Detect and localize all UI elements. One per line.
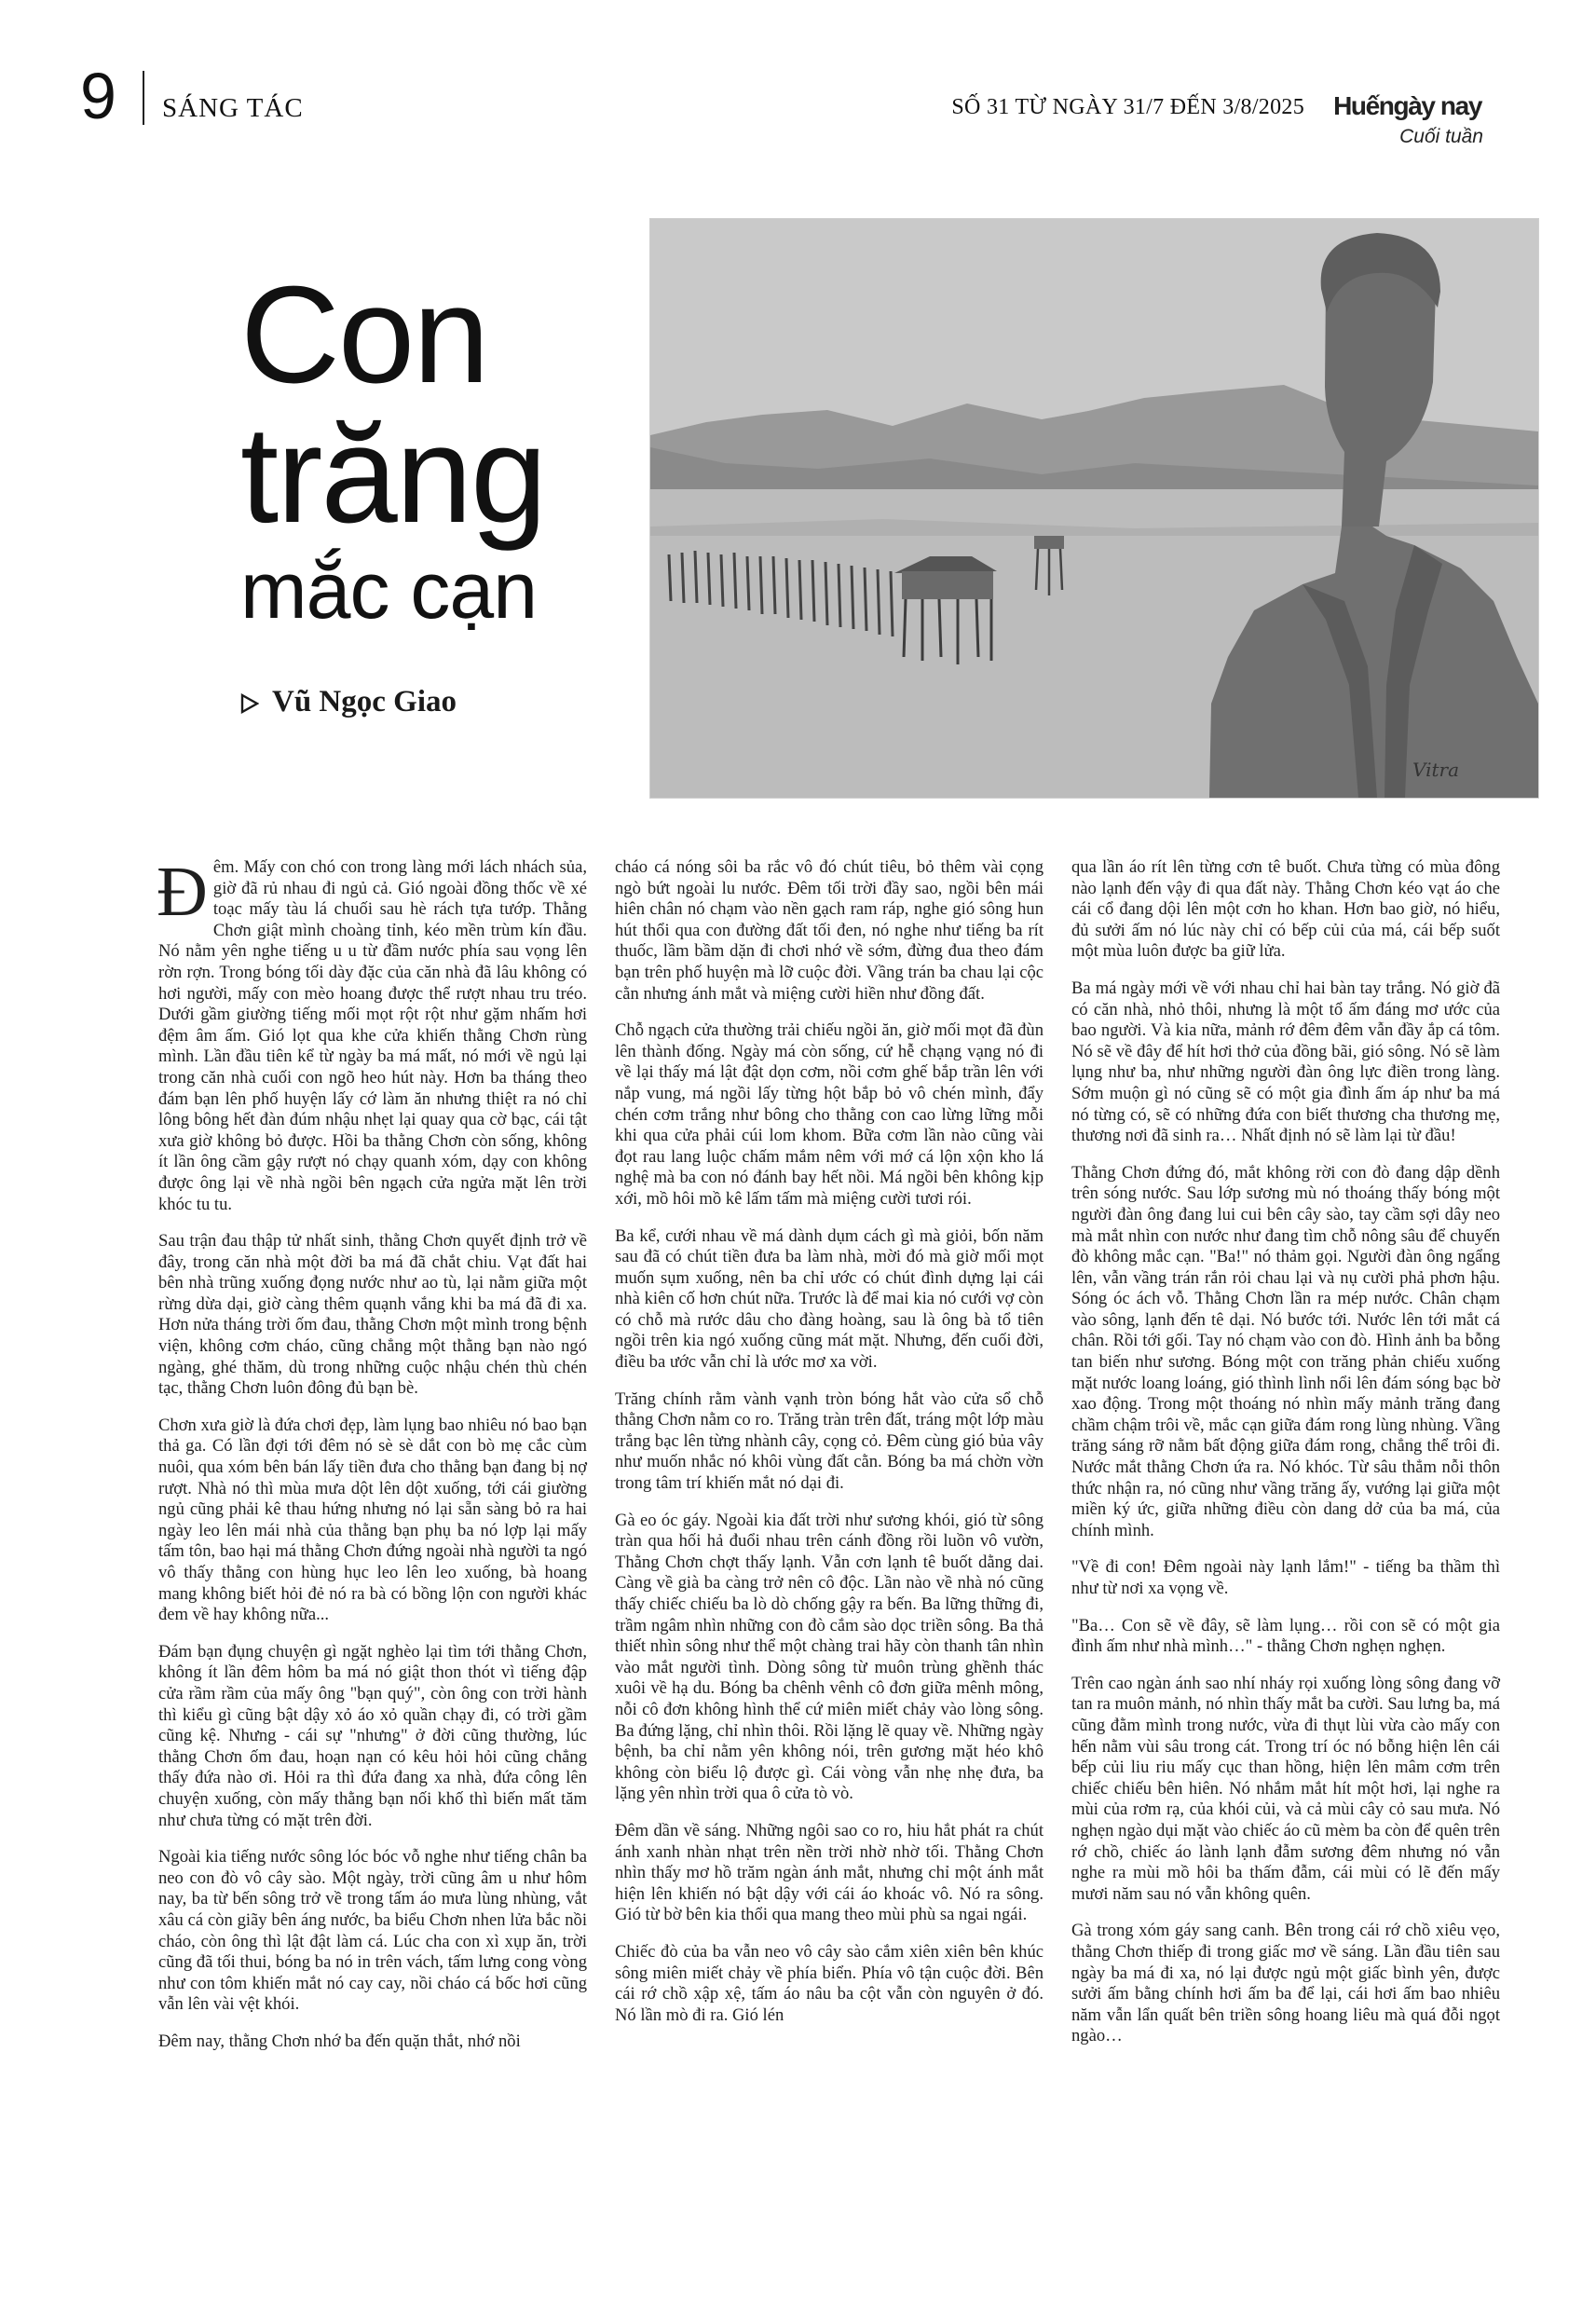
page-header (56, 37, 1537, 147)
paragraph: "Về đi con! Đêm ngoài này lạnh lắm!" - tiếng ba thầm thì như từ nơi xa vọng về. (1071, 1557, 1500, 1598)
paragraph: cháo cá nóng sôi ba rắc vô đó chút tiêu, bỏ thêm vài cọng ngò bứt ngoài lu nước. Đêm tối trời đầy sao, ngồi bên mái hiên chân nó chạm vào nền gạch ram ráp, nghe gió sông hun hút thổi qua con đường đất tối đen, nó nghe như tiếng ba rít thuốc, lầm bầm dặn đi chơi nhớ về sớm, đừng đua theo đám bạn trên phố huyện mà lỡ cuộc đời. Vầng trán ba chau lại cộc cằn nhưng ánh mắt và miệng cười hiền như đồng đất. (615, 857, 1044, 1004)
author-name: Vũ Ngọc Giao (272, 685, 457, 718)
publication-logo-sub: Cuối tuần (1399, 126, 1483, 147)
paragraph: Đám bạn đụng chuyện gì ngặt nghèo lại tìm tới thằng Chơn, không ít lần đêm hôm ba má nó giật thon thót vì tiếng đập cửa rầm rầm của mấy ông "bạn quý", còn ông con trời hành thì kiểu gì cũng bật dậy xỏ áo xỏ quần chạy đi, có trời gầm cũng kệ. Nhưng - cái sự "nhưng" ở đời cũng thường, lúc thằng Chơn ốm đau, hoạn nạn có kêu hỏi hỏi cũng chẳng thấy đứa nào ơi. Hỏi ra thì đứa đang xa nhà, đứa công lên chuyện xuống, còn mấy thằng bạn nối khố thì biến mất tăm như chưa từng có mặt trên đời. (158, 1641, 587, 1830)
title-line-3: mắc cạn (240, 546, 538, 636)
author-byline (240, 685, 457, 719)
play-triangle-icon (240, 693, 259, 714)
title-line-1: Con (240, 258, 488, 412)
paragraph: Ba má ngày mới về với nhau chỉ hai bàn tay trắng. Nó giờ đã có căn nhà, nhỏ thôi, nhưng là một tổ ấm đáng mơ ước của bao người. Và kia nữa, mảnh rớ đêm đêm vẫn đầy ắp cá tôm. Nó sẽ về đây để hít hơi thở của đồng bãi, gió sông. Nó sẽ làm lụng như ba, như những người đàn ông lực điền trong làng. Sớm muộn gì nó cũng sẽ có một gia đình ấm áp như ba má nó từng có, sẽ có những đứa con biết thương cha thương mẹ, thương nơi đã sinh ra… Nhất định nó sẽ làm lại từ đầu! (1071, 978, 1500, 1146)
article-illustration (649, 218, 1539, 799)
paragraph: Trăng chính rằm vành vạnh tròn bóng hắt vào cửa sổ chỗ thằng Chơn nằm co ro. Trăng tràn trên đất, tráng một lớp màu trắng bạc lên từng nhành cây, cọng cỏ. Đêm cùng gió bủa vây như muốn nhắc nó khôi vùng đất cằn. Bóng ba má chờn vờn trong tâm trí khiến mắt nó dại đi. (615, 1389, 1044, 1494)
paragraph: Gà trong xóm gáy sang canh. Bên trong cái rớ chồ xiêu vẹo, thằng Chơn thiếp đi trong giấc mơ về sáng. Lần đầu tiên sau ngày ba má đi xa, nó lại được ngủ một giấc bình yên, được sưởi ấm bằng chính hơi ấm ba để lại, cái hơi ấm bao nhiêu năm vẫn lẩn quất bên triền sông hoang liêu mà quá đỗi ngọt ngào… (1071, 1921, 1500, 2046)
paragraph: qua lần áo rít lên từng cơn tê buốt. Chưa từng có mùa đông nào lạnh đến vậy đi qua đất này. Thằng Chơn kéo vạt áo che cái cổ đang dội lên một cơn ho khan. Hơn bao giờ, nó hiểu, đủ sưởi ấm nó lúc này chỉ có bếp củi của má, cái bếp suốt một mùa luôn được ba giữ lửa. (1071, 857, 1500, 962)
paragraph (157, 853, 587, 1215)
paragraph: Chiếc đò của ba vẫn neo vô cây sào cắm xiên xiên bên khúc sông miên miết chảy về phía biển. Phía vô tận cuộc đời. Bên cái rớ chồ xập xệ, tấm áo nâu ba cột vẫn còn nguyên ở đó. Nó lần mò đi ra. Gió lén (615, 1941, 1044, 2025)
paragraph: Trên cao ngàn ánh sao nhí nháy rọi xuống lòng sông đang vỡ tan ra muôn mảnh, nó nhìn thấy mắt ba cười. Sau lưng ba, má cũng đằm mình trong nước, vừa đi thụt lùi vừa cào mấy con hến nằm vùi sâu trong cát. Trong trí óc nó bỗng hiện lên cái bếp củi liu riu mấy cục than hồng, hiện lên mâm cơm trên chiếc chiếu bên hiên. Nó nhắm mắt hít một hơi, lại nghe ra mùi của rơm rạ, của khói củi, và cả mùi cây cỏ sau mưa. Nó nghẹn ngào dụi mặt vào chiếc áo cũ mèm ba còn để quên trên rớ chồ, chiếc áo lành lạnh đẫm sương đêm nhưng nó vẫn nghe ra mùi mồ hôi ba thấm đẫm, cái mùi có lẽ đến mấy mươi năm sau nó vẫn không quên. (1071, 1673, 1500, 1904)
page-number: 9 (80, 60, 116, 132)
paragraph: Ngoài kia tiếng nước sông lóc bóc vỗ nghe như tiếng chân ba neo con đò vô cây sào. Một ngày, trời cũng âm u như hôm nay, ba từ bến sông trở về trong tấm áo mưa lùng nhùng, vắt xâu cá còn giãy bên áng nước, ba biểu Chơn nhen lửa bắc nồi cháo, còn ông thì lật đật làm cá. Lúc cha con xì xụp ăn, trời cũng đã tối thui, bóng ba nó in trên vách, tấm lưng cong vòng như con tôm khiến mắt nó cay cay, nồi cháo cá bốc hơi cũng vẫn lên vài vệt khói. (158, 1847, 587, 2015)
paragraph: Thằng Chơn đứng đó, mắt không rời con đò đang dập dềnh trên sóng nước. Sau lớp sương mù nó thoáng thấy bóng một người đàn ông đang lui cui bên cây sào, tay cầm sợi dây neo mà mắt nhìn con nước như đang tìm chỗ nông sâu để chuyến đò không mắc cạn. "Ba!" nó thảm gọi. Người đàn ông ngẩng lên, vẫn vầng trán rắn rỏi chau lại và nụ cười phả phơn hậu. Sóng óc ách vỗ. Thằng Chơn lần ra mép nước. Chân chạm vào sông, lạnh đến tê dại. Nó bước tới. Nước lên tới mắt cá chân. Rồi tới gối. Tay nó chạm vào con đò. Hình ảnh ba bỗng tan biến như sương. Bóng một con trăng phản chiếu xuống mặt nước loang loáng, gió thình lình nổi lên đám sóng bạc bờ xao động. Trong một thoáng nó nhìn mấy mảnh trăng đang chầm chậm trôi về, mắc cạn giữa đám rong lùng nhùng. Vầng trăng sáng rỡ nằm bất động giữa đám rong, chẳng thể trôi đi. Nước mắt thằng Chơn ứa ra. Nó khóc. Từ sâu thẳm nỗi thôn thức nhận ra, nó cũng như vầng trăng ấy, vướng lại giữa một miền ký ức, giữa những điều còn dang dở của ba má, của chính mình. (1071, 1162, 1500, 1540)
paragraph: Chơn xưa giờ là đứa chơi đẹp, làm lụng bao nhiêu nó bao bạn thả ga. Có lần đợi tới đêm nó sè sè dắt con bò mẹ cắc cùm nuôi, qua xóm bên bán lấy tiền đưa cho thằng bạn đang bị nợ rượt. Nhà nó thì mùa mưa dột lên dột xuống, tới cái giường ngủ cũng phải kê thau hứng nhưng nó lại sẵn sàng bỏ ra hai ngày leo lên mái nhà của thằng bạn phụ ba nó lợp lại mấy tấm tôn, bao hại má thằng Chơn đứng ngoài nhà người ta ngó vô thấy thằng con hùng hục leo lên leo xuống, bà hoang mang không biết hỏi đẻ nó ra bà có bồng lộn con người khác đem về hay không nữa... (158, 1415, 587, 1625)
paragraph: Ba kể, cưới nhau về má dành dụm cách gì mà giỏi, bốn năm sau đã có chút tiền đưa ba làm nhà, mời đó mà giờ mối mọt muốn sụm xuống, nên ba chỉ ước có chút đình dựng lại cái nhà kiên cố hơn chút nữa. Trước là để mai kia nó cưới vợ còn có chỗ mà rước dâu cho đàng hoàng, sau là ông bà tổ tiên ngồi trên kia ngó xuống cũng mát mặt. Nhưng, đến cuối đời, điều ba ước vẫn chỉ là ước mơ xa vời. (615, 1225, 1044, 1373)
paragraph: Đêm nay, thằng Chơn nhớ ba đến quặn thắt, nhớ nồi (158, 2031, 521, 2051)
article-title (240, 258, 632, 636)
paragraph-text: êm. Mấy con chó con trong làng mới lách nhách sủa, giờ đã rủ nhau đi ngủ cả. Gió ngoài đồng thốc về xé toạc mấy tàu lá chuối sau hè rách tựa tướp. Thằng Chơn giật mình choàng tỉnh, kéo mền trùm kín đầu. Nó nằm yên nghe tiếng u u từ đầm nước phía sau vọng lên rờn rợn. Trong bóng tối dày đặc của căn nhà đã lâu không có hơi người, mấy con mèo hoang được thể rượt nhau tru tréo. Dưới gầm giường tiếng mối mọt rột rột như gặm nhấm hơi đệm âm ấm. Gió lọt qua khe cửa khiến thằng Chơn rùng mình. Lần đầu tiên kể từ ngày ba má mất, nó mới về ngủ lại trong căn nhà cuối con ngõ heo hút này. Hơn ba tháng theo đám bạn lên phố huyện lấy cớ làm ăn nhưng thiệt ra nó chỉ lông bông hết đàn đúm nhậu nhẹt lại quay qua cờ bạc, cái tật xưa giờ không bỏ được. Hồi ba thằng Chơn còn sống, không ít lần ông cầm gậy rượt nó chạy quanh xóm, dạy con không được ông lại về nhà ngồi bên ngạch cửa ngửa mặt lên trời khóc tu tu. (158, 857, 587, 1214)
illustration-signature: Vitra (1412, 759, 1460, 781)
paragraph: Chỗ ngạch cửa thường trải chiếu ngồi ăn, giờ mối mọt đã đùn lên thành đống. Ngày má còn sống, cứ hễ chạng vạng nó đi về lại thấy má lật đật dọn cơm, nồi cơm ghế bắp trần lên với nắp vung, má ngồi lấy từng hột bắp bỏ vô chén mình, đẩy chén cơm trắng như bông cho thằng con cao lừng lững mỗi khi qua cửa phải cúi lom khom. Bữa cơm lần nào cũng vài đọt rau lang luộc chấm mắm nêm với mớ cá lộn xộn kho lá nghệ mà ba con nó đánh bay hết nồi. Má ngồi bên không kịp xới, mồ hôi mồ kê lấm tấm mà miệng cười tươi rói. (615, 1020, 1044, 1209)
issue-date: SỐ 31 TỪ NGÀY 31/7 ĐẾN 3/8/2025 (951, 95, 1304, 119)
paragraph: Gà eo óc gáy. Ngoài kia đất trời như sương khói, gió từ sông tràn qua hối hả đuổi nhau trên cánh đồng rồi luồn vô vườn, Thằng Chơn chợt thấy lạnh. Vẫn cơn lạnh tê buốt dằng dai. Càng về già ba càng trở nên cô độc. Lần nào về nhà nó cũng thấy chiếc chiếu ba lò dò chống gậy ra bến. Ba lững thững đi, trầm ngâm nhìn những con đò cắm sào dọc triền sông. Ba thả thiết nhìn sông như thể một chàng trai hãy còn thanh tân nhìn vào mắt người tình. Dòng sông từ muôn trùng ghềnh thác xuôi về hạ du. Bóng ba chênh vênh cô đơn giữa mênh mông, nỗi cô đơn không hình thể cứ miên miết chảy vào lòng sông. Ba đứng lặng, chỉ nhìn thôi. Rồi lặng lẽ quay về. Những ngày bệnh, ba chỉ nằm yên không nói, trên gương mặt héo khô không còn biểu lộ được gì. Cái vòng vẫn nhẹ nhẹ đưa, ba lặng yên nhìn trời qua ô cửa tò vò. (615, 1510, 1044, 1804)
drop-cap: Đ (157, 853, 208, 931)
article-column-3 (1071, 857, 1500, 2063)
article-column-1 (157, 853, 587, 2068)
paragraph: Đêm dần về sáng. Những ngôi sao co ro, hiu hắt phát ra chút ánh xanh nhàn nhạt trên nền trời nhờ nhờ tối. Thằng Chơn nhìn thấy mơ hồ trăm ngàn ánh mắt, nhưng chỉ một ánh mắt hiện lên khiến nó bật dậy với cái áo khoác vô. Nó ra sông. Gió từ bờ bên kia thổi qua mang theo mùi phù sa ngai ngái. (615, 1820, 1044, 1925)
title-line-2: trăng (240, 398, 546, 552)
paragraph: Sau trận đau thập tử nhất sinh, thằng Chơn quyết định trở về đây, trong căn nhà một đời ba má đã chắt chiu. Vạt đất hai bên nhà trũng xuống đọng nước như ao tù, lại nằm giữa một rừng dừa dại, giờ càng thêm quạnh vắng khi ba má đã đi xa. Hơn nửa tháng trời ốm đau, thằng Chơn một mình trong bệnh viện, không cơm cháo, cũng chẳng một thằng bạn nào ngó ngàng, ghé thăm, dù trong những cuộc nhậu chén thù chén tạc, thằng Chơn luôn đông đủ bạn bè. (158, 1231, 587, 1399)
header-divider (143, 71, 144, 125)
article-column-2 (615, 857, 1044, 2042)
section-label: SÁNG TÁC (162, 93, 304, 123)
publication-logo: Huếngày nay (1333, 91, 1481, 120)
paragraph: "Ba… Con sẽ về đây, sẽ làm lụng… rồi con sẽ có một gia đình ấm như nhà mình…" - thằng Chơn nghẹn nghẹn. (1071, 1615, 1500, 1657)
